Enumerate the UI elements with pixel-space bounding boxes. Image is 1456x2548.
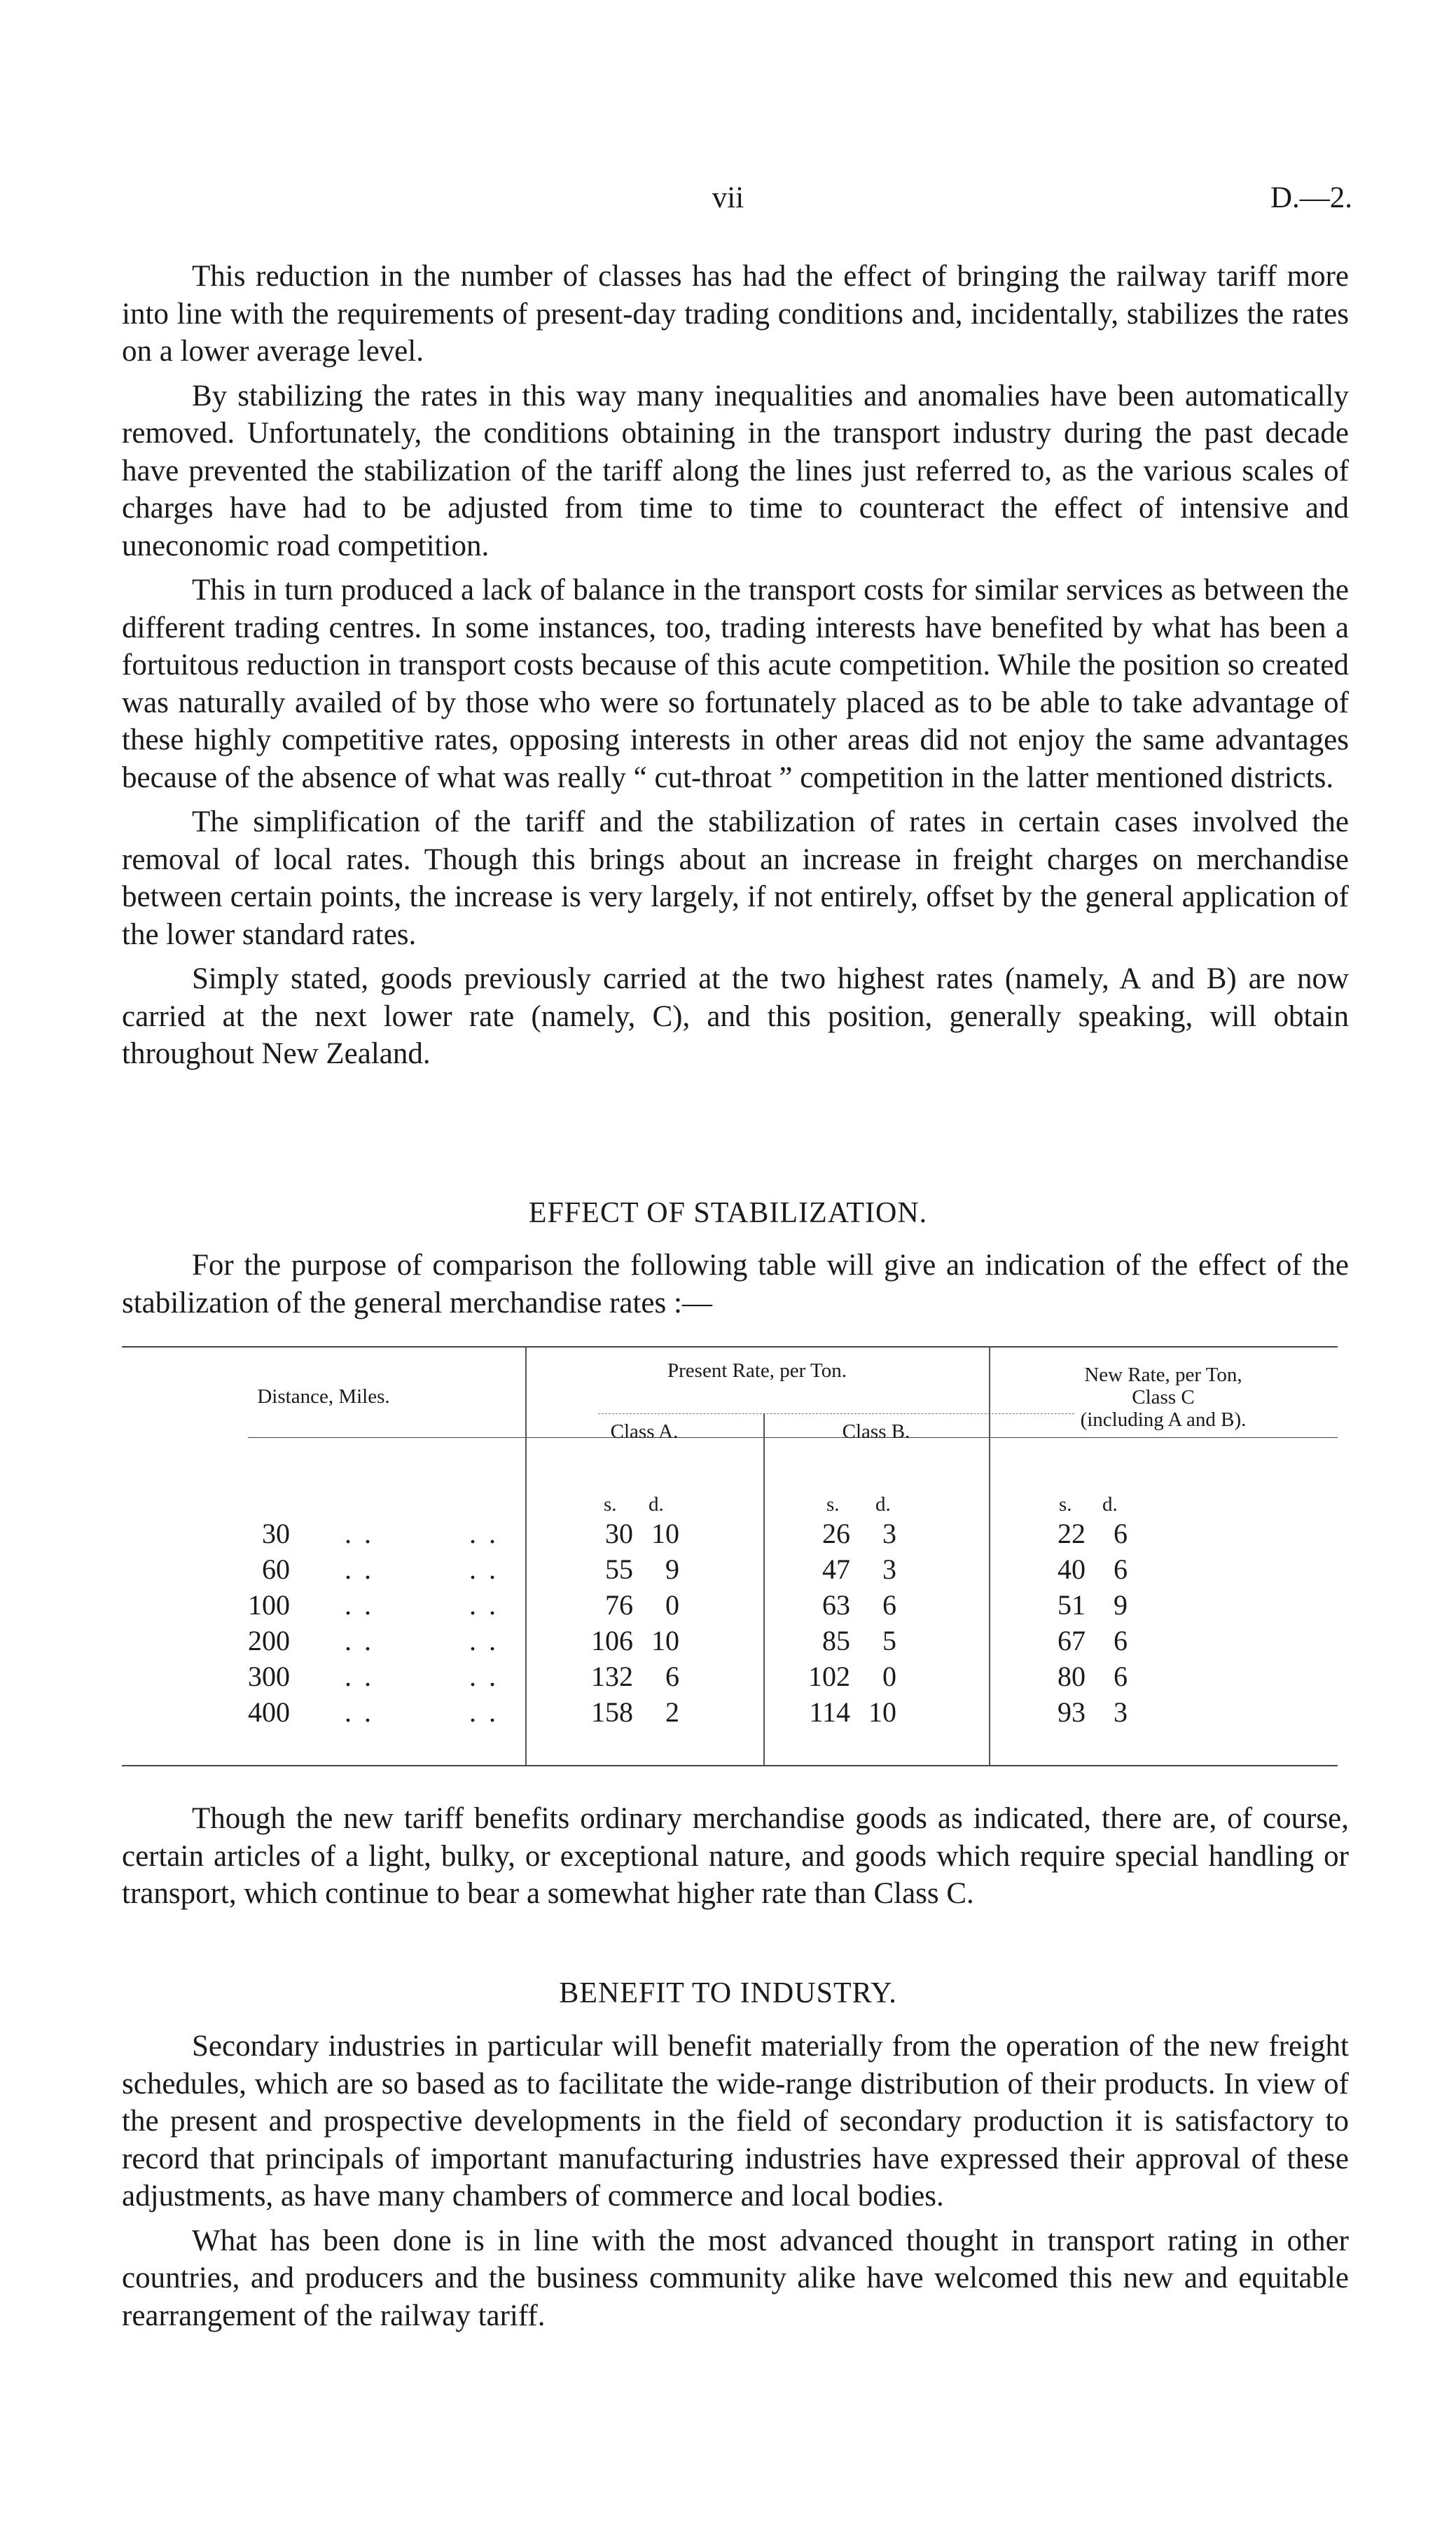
table-cell-class-c-s: 67 [1058, 1625, 1086, 1656]
rates-table [122, 1346, 1338, 1773]
table-cell-distance: 60 [262, 1553, 290, 1585]
header-new-rate-3: (including A and B). [1080, 1408, 1247, 1431]
header-class-a: Class A. [610, 1420, 679, 1443]
page-number: vii [712, 181, 744, 214]
paragraph: Secondary industries in particular will benefit materially from the operation of the new freight schedules, which are so based as to facilitate the wide-range distribution of their products. In view of the present and prospective developments in the field of secondary production it is satisfactory to record that principals of important manufacturing industries have expressed their approval of these adjustments, as have many chambers of commerce and local bodies. [122, 2030, 1349, 2213]
table-cell-class-a-d: 2 [665, 1696, 679, 1728]
table-cell-class-b-d: 10 [868, 1696, 896, 1728]
leader-dots: . . [469, 1625, 499, 1656]
leader-dots: . . [345, 1518, 374, 1549]
document-reference: D.—2. [1270, 181, 1352, 214]
table-cell-class-c-s: 93 [1058, 1696, 1086, 1728]
table-top-rule [122, 1346, 1338, 1348]
unit-s: s. [1059, 1493, 1072, 1516]
table-cell-class-a-s: 55 [605, 1553, 633, 1585]
paragraph: For the purpose of comparison the following table will give an indication of the effect of the stabilization of the general merchandise rates :— [122, 1249, 1349, 1320]
leader-dots: . . [345, 1661, 374, 1692]
unit-d: d. [875, 1493, 891, 1516]
leader-dots: . . [345, 1696, 374, 1728]
paragraph: This reduction in the number of classes has had the effect of bringing the railway tariff more into line with the requirements of present-day trading conditions and, incidentally, stabilizes the rates on a lower average level. [122, 260, 1349, 368]
leader-dots: . . [345, 1589, 374, 1621]
table-cell-class-b-d: 6 [882, 1589, 896, 1621]
table-cell-class-a-d: 10 [651, 1518, 679, 1549]
table-cell-distance: 100 [248, 1589, 290, 1621]
leader-dots: . . [469, 1589, 499, 1621]
header-new-rate-1: New Rate, per Ton, [1084, 1364, 1242, 1386]
unit-s: s. [826, 1493, 840, 1516]
table-cell-class-c-d: 6 [1114, 1661, 1128, 1692]
table-cell-class-c-d: 6 [1114, 1518, 1128, 1549]
paragraph: Simply stated, goods previously carried at the two highest rates (namely, A and B) are now carried at the next lower rate (namely, C), and this position, generally speaking, will obtain throughout New Zealand. [122, 962, 1349, 1070]
table-cell-class-c-d: 3 [1114, 1696, 1128, 1728]
paragraph: What has been done is in line with the most advanced thought in transport rating in other countries, and producers and the business community alike have welcomed this new and equitable rearrangement of the railway tariff. [122, 2224, 1349, 2332]
body-text-top [122, 258, 1349, 1073]
header-class-b: Class B. [842, 1420, 910, 1443]
header-present-rate: Present Rate, per Ton. [667, 1359, 847, 1382]
table-cell-class-b-s: 26 [822, 1518, 850, 1549]
table-cell-class-c-s: 51 [1058, 1589, 1086, 1621]
table-cell-class-a-s: 132 [591, 1661, 633, 1692]
table-cell-distance: 300 [248, 1661, 290, 1692]
table-cell-class-b-s: 114 [809, 1696, 850, 1728]
table-cell-class-a-d: 6 [665, 1661, 679, 1692]
table-cell-class-c-s: 40 [1058, 1553, 1086, 1585]
header-distance: Distance, Miles. [257, 1385, 390, 1408]
leader-dots: . . [469, 1696, 499, 1728]
table-cell-class-b-d: 0 [882, 1661, 896, 1692]
table-cell-class-a-s: 158 [591, 1696, 633, 1728]
leader-dots: . . [469, 1518, 499, 1549]
header-new-rate-2: Class C [1132, 1386, 1195, 1408]
paragraph: By stabilizing the rates in this way many inequalities and anomalies have been automatically removed. Unfortunately, the conditions obtaining in the transport industry during the past decade have prevented the stabilization of the tariff along the lines just referred to, as the various scales of charges have had to be adjusted from time to time to counteract the effect of intensive and uneconomic road competition. [122, 379, 1349, 562]
table-cell-class-a-d: 10 [651, 1625, 679, 1656]
table-cell-class-c-d: 6 [1114, 1553, 1128, 1585]
table-cell-class-c-d: 9 [1114, 1589, 1128, 1621]
table-cell-class-b-s: 63 [822, 1589, 850, 1621]
table-cell-class-b-s: 47 [822, 1553, 850, 1585]
table-bottom-rule [122, 1765, 1338, 1766]
table-cell-class-a-s: 106 [591, 1625, 633, 1656]
table-cell-class-b-s: 102 [808, 1661, 850, 1692]
table-cell-class-b-d: 3 [882, 1553, 896, 1585]
table-cell-class-b-d: 3 [882, 1518, 896, 1549]
table-cell-class-c-s: 22 [1058, 1518, 1086, 1549]
leader-dots: . . [345, 1553, 374, 1585]
col-divider [763, 1413, 765, 1765]
unit-s: s. [604, 1493, 617, 1516]
unit-d: d. [1102, 1493, 1118, 1516]
page-header [0, 181, 1456, 223]
table-cell-class-c-d: 6 [1114, 1625, 1128, 1656]
leader-dots: . . [469, 1661, 499, 1692]
table-cell-distance: 200 [248, 1625, 290, 1656]
effect-intro [122, 1247, 1349, 1322]
unit-d: d. [649, 1493, 664, 1516]
paragraph: The simplification of the tariff and the stabilization of rates in certain cases involved the removal of local rates. Though this brings about an increase in freight charges on merchandise between certain points, the increase is very largely, if not entirely, offset by the general application of the lower standard rates. [122, 805, 1349, 951]
table-cell-class-a-d: 0 [665, 1589, 679, 1621]
table-cell-class-a-s: 30 [605, 1518, 633, 1549]
section-heading-effect: EFFECT OF STABILIZATION. [528, 1197, 928, 1229]
benefit-text [122, 2028, 1349, 2334]
paragraph: This in turn produced a lack of balance in the transport costs for similar services as between the different trading centres. In some instances, too, trading interests have benefited by what has been a fortuitous reduction in transport costs because of this acute competition. While the position so created was naturally availed of by those who were so fortunately placed as to be able to take advantage of these highly competitive rates, opposing interests in other areas did not enjoy the same advantages because of the absence of what was really “ cut-throat ” competition in the latter mentioned districts. [122, 574, 1349, 794]
col-divider [525, 1346, 527, 1765]
table-cell-class-b-d: 5 [882, 1625, 896, 1656]
paragraph: Though the new tariff benefits ordinary merchandise goods as indicated, there are, of course, certain articles of a light, bulky, or exceptional nature, and goods which require special handling or transport, which continue to bear a somewhat higher rate than Class C. [122, 1802, 1349, 1910]
leader-dots: . . [345, 1625, 374, 1656]
table-cell-class-a-d: 9 [665, 1553, 679, 1585]
table-cell-class-b-s: 85 [822, 1625, 850, 1656]
table-cell-distance: 400 [248, 1696, 290, 1728]
after-table-text [122, 1800, 1349, 1913]
table-cell-distance: 30 [262, 1518, 290, 1549]
table-cell-class-a-s: 76 [605, 1589, 633, 1621]
leader-dots: . . [469, 1553, 499, 1585]
section-heading-benefit: BENEFIT TO INDUSTRY. [559, 1977, 897, 2009]
table-cell-class-c-s: 80 [1058, 1661, 1086, 1692]
